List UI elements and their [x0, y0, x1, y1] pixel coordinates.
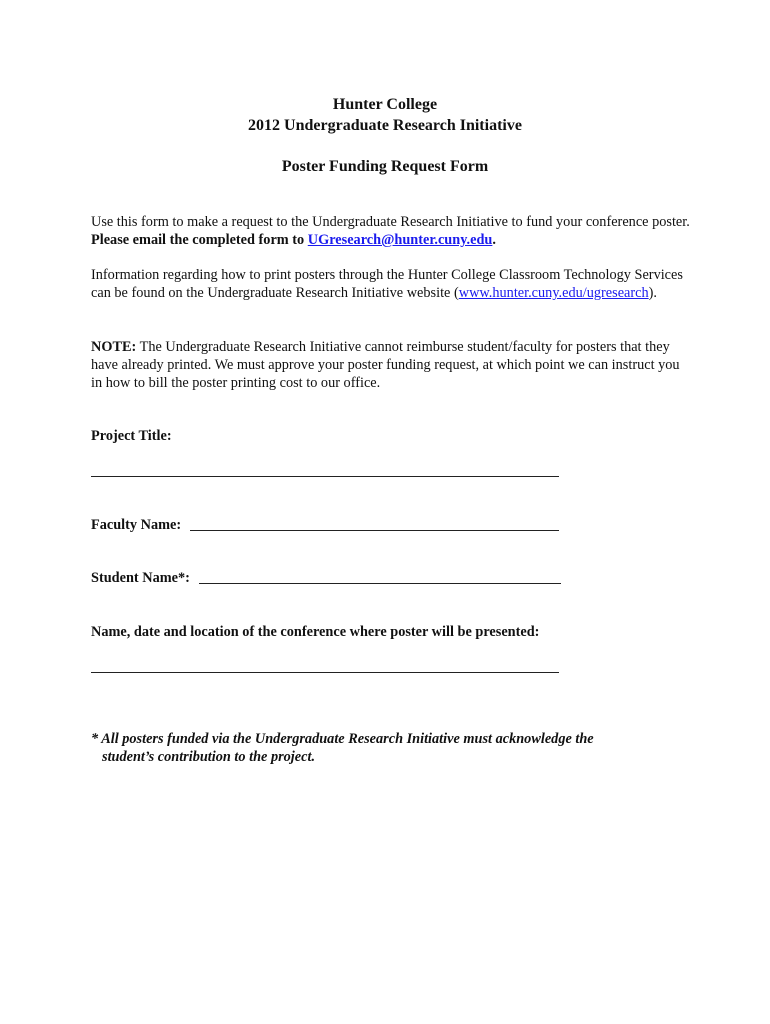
conference-label: Name, date and location of the conference where poster will be presented:	[91, 624, 540, 640]
intro-bold-text: Please email the completed form to	[91, 232, 308, 248]
form-title: Poster Funding Request Form	[281, 158, 489, 175]
intro-text: Use this form to make a request to the Undergraduate Research Initiative to fund your conference poster.	[91, 214, 690, 230]
faculty-name-label: Faculty Name:	[91, 517, 182, 533]
project-title-label: Project Title:	[91, 428, 172, 444]
college-name: Hunter College	[332, 96, 438, 113]
intro-paragraph	[91, 213, 691, 249]
student-name-line[interactable]	[199, 583, 561, 584]
initiative-title: 2012 Undergraduate Research Initiative	[248, 117, 522, 134]
conference-line[interactable]	[91, 672, 559, 673]
email-link[interactable]: UGresearch@hunter.cuny.edu	[307, 232, 493, 248]
footnote-line-2: student’s contribution to the project.	[102, 749, 316, 765]
note-paragraph	[91, 338, 681, 392]
info-paragraph	[91, 266, 691, 302]
note-label: NOTE:	[91, 339, 137, 355]
website-link[interactable]: www.hunter.cuny.edu/ugresearch	[458, 285, 649, 301]
info-text: Information regarding how to print posters through the Hunter College Classroom Technology Services can be found on the Undergraduate Research Initiative website (	[91, 267, 683, 301]
footnote	[91, 730, 651, 766]
faculty-name-line[interactable]	[190, 530, 559, 531]
info-close: ).	[648, 285, 657, 301]
student-name-label: Student Name*:	[91, 570, 190, 586]
intro-period: .	[492, 232, 496, 248]
note-text: The Undergraduate Research Initiative cannot reimburse student/faculty for posters that they have already printed. We must approve your poster funding request, at which point we can instruct you in how to bill the poster printing cost to our office.	[91, 339, 680, 391]
project-title-line[interactable]	[91, 476, 559, 477]
footnote-line-1: * All posters funded via the Undergraduate Research Initiative must acknowledge the	[91, 731, 594, 747]
